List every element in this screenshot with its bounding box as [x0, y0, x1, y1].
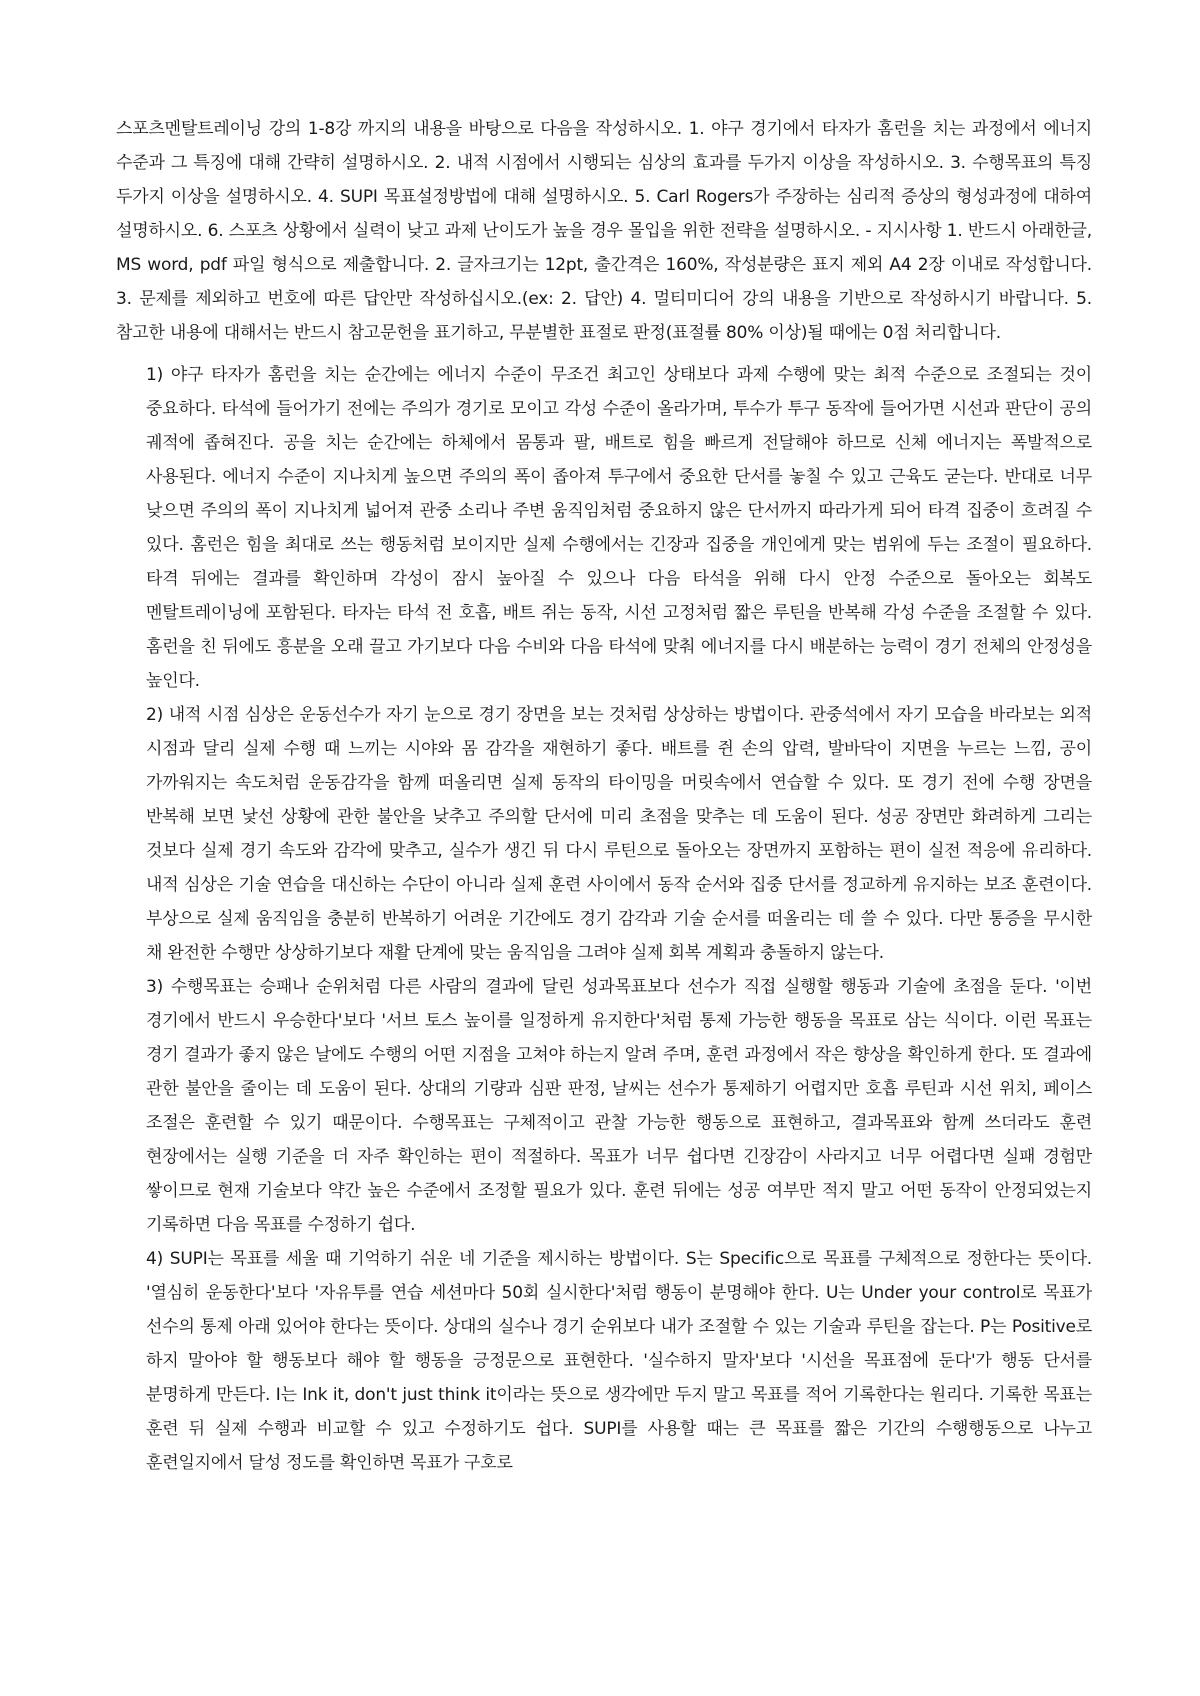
answer-paragraph-2: 2) 내적 시점 심상은 운동선수가 자기 눈으로 경기 장면을 보는 것처럼 상상하는 방법이다. 관중석에서 자기 모습을 바라보는 외적 시점과 달리 실제 수행 때 느끼는 시야와 몸 감각을 재현하기 좋다. 배트를 쥔 손의 압력, 발바닥이 지면을 누르는 느낌, 공이 가까워지는 속도처럼 운동감각을 함께 떠올리면 실제 동작의 타이밍을 머릿속에서 연습할 수 있다. 또 경기 전에 수행 장면을 반복해 보면 낯선 상황에 관한 불안을 낮추고 주의할 단서에 미리 초점을 맞추는 데 도움이 된다. 성공 장면만 화려하게 그리는 것보다 실제 경기 속도와 감각에 맞추고, 실수가 생긴 뒤 다시 루틴으로 돌아오는 장면까지 포함하는 편이 실전 적응에 유리하다. 내적 심상은 기술 연습을 대신하는 수단이 아니라 실제 훈련 사이에서 동작 순서와 집중 단서를 정교하게 유지하는 보조 훈련이다. 부상으로 실제 움직임을 충분히 반복하기 어려운 기간에도 경기 감각과 기술 순서를 떠올리는 데 쓸 수 있다. 다만 통증을 무시한 채 완전한 수행만 상상하기보다 재활 단계에 맞는 움직임을 그려야 실제 회복 계획과 충돌하지 않는다. [146, 705, 1092, 963]
answer-paragraph-4: 4) SUPI는 목표를 세울 때 기억하기 쉬운 네 기준을 제시하는 방법이다. S는 Specific으로 목표를 구체적으로 정한다는 뜻이다. '열심히 운동한다'보다 '자유투를 연습 세션마다 50회 실시한다'처럼 행동이 분명해야 한다. U는 Under your control로 목표가 선수의 통제 아래 있어야 한다는 뜻이다. 상대의 실수나 경기 순위보다 내가 조절할 수 있는 기술과 루틴을 잡는다. P는 Positive로 하지 말아야 할 행동보다 해야 할 행동을 긍정문으로 표현한다. '실수하지 말자'보다 '시선을 목표점에 둔다'가 행동 단서를 분명하게 만든다. I는 Ink it, don't just think it이라는 뜻으로 생각에만 두지 말고 목표를 적어 기록한다는 원리다. 기록한 목표는 훈련 뒤 실제 수행과 비교할 수 있고 수정하기도 쉽다. SUPI를 사용할 때는 큰 목표를 짧은 기간의 수행행동으로 나누고 훈련일지에서 달성 정도를 확인하면 목표가 구호로 [146, 1249, 1092, 1473]
answer-paragraph-3: 3) 수행목표는 승패나 순위처럼 다른 사람의 결과에 달린 성과목표보다 선수가 직접 실행할 행동과 기술에 초점을 둔다. '이번 경기에서 반드시 우승한다'보다 '서브 토스 높이를 일정하게 유지한다'처럼 통제 가능한 행동을 목표로 삼는 식이다. 이런 목표는 경기 결과가 좋지 않은 날에도 수행의 어떤 지점을 고쳐야 하는지 알려 주며, 훈련 과정에서 작은 향상을 확인하게 한다. 또 결과에 관한 불안을 줄이는 데 도움이 된다. 상대의 기량과 심판 판정, 날씨는 선수가 통제하기 어렵지만 호흡 루틴과 시선 위치, 페이스 조절은 훈련할 수 있기 때문이다. 수행목표는 구체적이고 관찰 가능한 행동으로 표현하고, 결과목표와 함께 쓰더라도 훈련 현장에서는 실행 기준을 더 자주 확인하는 편이 적절하다. 목표가 너무 쉽다면 긴장감이 사라지고 너무 어렵다면 실패 경험만 쌓이므로 현재 기술보다 약간 높은 수준에서 조정할 필요가 있다. 훈련 뒤에는 성공 여부만 적지 말고 어떤 동작이 안정되었는지 기록하면 다음 목표를 수정하기 쉽다. [146, 977, 1092, 1235]
assignment-prompt: 스포츠멘탈트레이닝 강의 1-8강 까지의 내용을 바탕으로 다음을 작성하시오. 1. 야구 경기에서 타자가 홈런을 치는 과정에서 에너지 수준과 그 특징에 대해 간략히 설명하시오. 2. 내적 시점에서 시행되는 심상의 효과를 두가지 이상을 작성하시오. 3. 수행목표의 특징 두가지 이상을 설명하시오. 4. SUPI 목표설정방법에 대해 설명하시오. 5. Carl Rogers가 주장하는 심리적 증상의 형성과정에 대하여 설명하시오. 6. 스포츠 상황에서 실력이 낮고 과제 난이도가 높을 경우 몰입을 위한 전략을 설명하시오. - 지시사항 1. 반드시 아래한글, MS word, pdf 파일 형식으로 제출합니다. 2. 글자크기는 12pt, 출간격은 160%, 작성분량은 표지 제외 A4 2장 이내로 작성합니다. 3. 문제를 제외하고 번호에 따른 답안만 작성하십시오.(ex: 2. 답안) 4. 멀티미디어 강의 내용을 기반으로 작성하시기 바랍니다. 5. 참고한 내용에 대해서는 반드시 참고문헌을 표기하고, 무분별한 표절로 판정(표절률 80% 이상)될 때에는 0점 처리합니다. [116, 119, 1092, 343]
answer-list [116, 358, 1092, 1480]
answer-paragraph-1: 1) 야구 타자가 홈런을 치는 순간에는 에너지 수준이 무조건 최고인 상태보다 과제 수행에 맞는 최적 수준으로 조절되는 것이 중요하다. 타석에 들어가기 전에는 주의가 경기로 모이고 각성 수준이 올라가며, 투수가 투구 동작에 들어가면 시선과 판단이 공의 궤적에 좁혀진다. 공을 치는 순간에는 하체에서 몸통과 팔, 배트로 힘을 빠르게 전달해야 하므로 신체 에너지는 폭발적으로 사용된다. 에너지 수준이 지나치게 높으면 주의의 폭이 좁아져 투구에서 중요한 단서를 놓칠 수 있고 근육도 굳는다. 반대로 너무 낮으면 주의의 폭이 지나치게 넓어져 관중 소리나 주변 움직임처럼 중요하지 않은 단서까지 따라가게 되어 타격 집중이 흐려질 수 있다. 홈런은 힘을 최대로 쓰는 행동처럼 보이지만 실제 수행에서는 긴장과 집중을 개인에게 맞는 범위에 두는 조절이 필요하다. 타격 뒤에는 결과를 확인하며 각성이 잠시 높아질 수 있으나 다음 타석을 위해 다시 안정 수준으로 돌아오는 회복도 멘탈트레이닝에 포함된다. 타자는 타석 전 호흡, 배트 쥐는 동작, 시선 고정처럼 짧은 루틴을 반복해 각성 수준을 조절할 수 있다. 홈런을 친 뒤에도 흥분을 오래 끌고 가기보다 다음 수비와 다음 타석에 맞춰 에너지를 다시 배분하는 능력이 경기 전체의 안정성을 높인다. [146, 365, 1092, 691]
